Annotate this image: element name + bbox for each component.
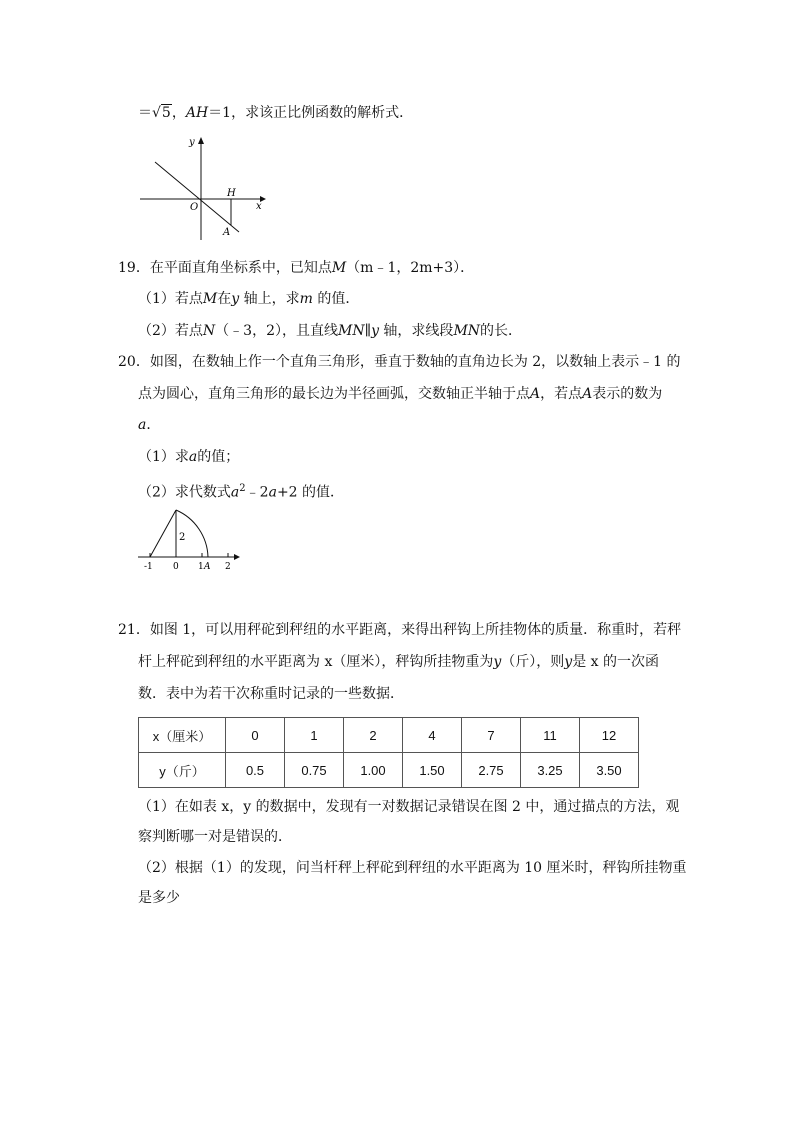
table-header-y: y（斤） (139, 753, 226, 788)
q20-part1 (138, 447, 239, 467)
label-1: 1 (198, 562, 204, 572)
triangle-hypotenuse (150, 510, 176, 557)
q21-line1 (118, 620, 681, 640)
q19-p2-mn: MN (338, 323, 365, 339)
q21-p1-l2: 察判断哪一对是错误的． (138, 829, 292, 845)
label-x: x (256, 201, 262, 212)
q20-number: 20． (118, 354, 150, 370)
table-cell: 2 (344, 718, 403, 753)
q21-p2-l1: （2）根据（1）的发现，问当杆秤上秤砣到秤纽的水平距离为 10 厘米时，秤钩所挂物重 (138, 860, 687, 876)
q21-l2-b: （斤），则 (501, 654, 565, 670)
table-row (139, 718, 639, 753)
label-y: y (189, 137, 195, 148)
table-cell: 0 (226, 718, 285, 753)
table-cell: 0.5 (226, 753, 285, 788)
q21-l2-a: 杆上秤砣到秤纽的水平距离为 x（厘米），秤钩所挂物重为 (138, 654, 494, 670)
label-side-2: 2 (179, 532, 186, 543)
q19-p1-m2: m (299, 291, 313, 307)
q20-p2-c: +2 的值． (276, 484, 345, 501)
q19-part2 (138, 321, 522, 341)
q20-l2-b: ，若点 (540, 386, 583, 402)
q19-p2-mn2: MN (453, 323, 481, 339)
q20-p2-a2: a (268, 484, 277, 501)
q20-l2-a: 点为圆心，直角三角形的最长边为半径画弧，交数轴正半轴于点 (138, 386, 530, 402)
point-m: M (331, 260, 347, 276)
label-a: A (223, 227, 231, 238)
q20-p1-a: （1）求 (138, 449, 189, 465)
q19-part1 (138, 289, 359, 309)
q18-question-text: ＝1，求该正比例函数的解析式． (208, 105, 414, 121)
q20-l1: 如图，在数轴上作一个直角三角形，垂直于数轴的直角边长为 2，以数轴上表示﹣1 的 (149, 354, 681, 370)
q19-p1-a: （1）若点 (138, 291, 203, 307)
q21-p1-l1: （1）在如表 x，y 的数据中，发现有一对数据记录错误在图 2 中，通过描点的方法，观 (138, 799, 680, 815)
y-axis-arrow (198, 137, 204, 144)
q20-line3 (138, 415, 160, 435)
sqrt-expression: √5 (152, 105, 171, 121)
q19-p2-b: （﹣3，2），且直线 (215, 323, 338, 339)
equals-sign: ＝ (138, 105, 152, 121)
q20-l2-A: A (530, 386, 541, 402)
q20-p2-sup: 2 (239, 483, 246, 494)
q21-p2-l2: 是多少 (138, 890, 180, 906)
q19-p1-b: 在 (217, 291, 232, 307)
q20-l2-c: 表示的数为 (592, 386, 663, 402)
q19-p2-e: 的长． (480, 323, 523, 339)
q21-line2 (138, 652, 659, 672)
segment-ah: AH (185, 105, 209, 121)
figure-coordinate-line (135, 132, 275, 242)
label-point-a: A (204, 562, 211, 572)
q20-p2-a1: a (230, 484, 240, 501)
q21-l2-c: 是 x 的一次函 (572, 654, 659, 670)
q20-l3-a: a (138, 417, 147, 433)
q21-l3: 数．表中为若干次称重时记录的一些数据． (138, 686, 404, 702)
q21-l2-y2: y (564, 654, 573, 670)
q20-l3-end: ． (146, 417, 161, 433)
q20-p1-v: a (188, 449, 198, 465)
table-cell: 3.50 (580, 753, 639, 788)
q20-line1 (118, 352, 681, 372)
q20-line2 (138, 384, 662, 404)
q21-part2-line1 (138, 858, 687, 878)
q21-number: 21． (118, 622, 150, 638)
sqrt-radicand: 5 (161, 105, 171, 121)
q19-stem (118, 258, 474, 278)
table-cell: 2.75 (462, 753, 521, 788)
table-row (139, 753, 639, 788)
label-minus-1: -1 (144, 562, 153, 572)
q19-p2-y: y (371, 323, 379, 339)
label-origin: O (190, 202, 199, 213)
table-cell: 3.25 (521, 753, 580, 788)
q21-l2-y: y (493, 654, 502, 670)
q21-l1: 如图 1，可以用秤砣到秤纽的水平距离，来得出秤钩上所挂物体的质量．称重时，若秤 (149, 622, 682, 638)
table-cell: 7 (462, 718, 521, 753)
comma: ， (171, 105, 186, 121)
q19-p1-y: y (231, 291, 240, 307)
q20-p2-a: （2）求代数式 (138, 484, 231, 501)
label-h: H (227, 188, 236, 199)
q19-p2-a: （2）若点 (138, 323, 203, 339)
label-0: 0 (173, 562, 179, 572)
q19-p1-d: 的值． (312, 291, 360, 307)
table-cell: 0.75 (285, 753, 344, 788)
q20-p1-b: 的值； (197, 449, 240, 465)
q19-number: 19． (118, 260, 150, 276)
q19-coords: （m﹣1，2m+3）． (346, 260, 475, 276)
q18-tail-line (138, 103, 413, 123)
q19-p1-c: 轴上，求 (239, 291, 300, 307)
q21-part1-line1 (138, 797, 679, 817)
q19-p2-parallel: ∥ (364, 323, 372, 339)
table-cell: 1.50 (403, 753, 462, 788)
number-line-arrow (234, 554, 240, 560)
q21-line3 (138, 684, 404, 704)
q20-part2 (138, 479, 344, 503)
table-cell: 1 (285, 718, 344, 753)
q20-l2-A2: A (582, 386, 593, 402)
q19-p2-n: N (202, 323, 216, 339)
q19-p1-m: M (202, 291, 218, 307)
figure-number-line (136, 506, 246, 576)
table-cell: 12 (580, 718, 639, 753)
table-cell: 4 (403, 718, 462, 753)
q20-p2-b: ﹣2 (245, 484, 269, 501)
table-header-x: x（厘米） (139, 718, 226, 753)
q19-p2-d: 轴，求线段 (378, 323, 454, 339)
label-2: 2 (225, 562, 231, 572)
q19-stem-text: 在平面直角坐标系中，已知点 (149, 260, 332, 276)
data-table (138, 717, 639, 788)
table-cell: 11 (521, 718, 580, 753)
q21-part1-line2 (138, 827, 292, 847)
q21-part2-line2 (138, 888, 180, 908)
table-cell: 1.00 (344, 753, 403, 788)
